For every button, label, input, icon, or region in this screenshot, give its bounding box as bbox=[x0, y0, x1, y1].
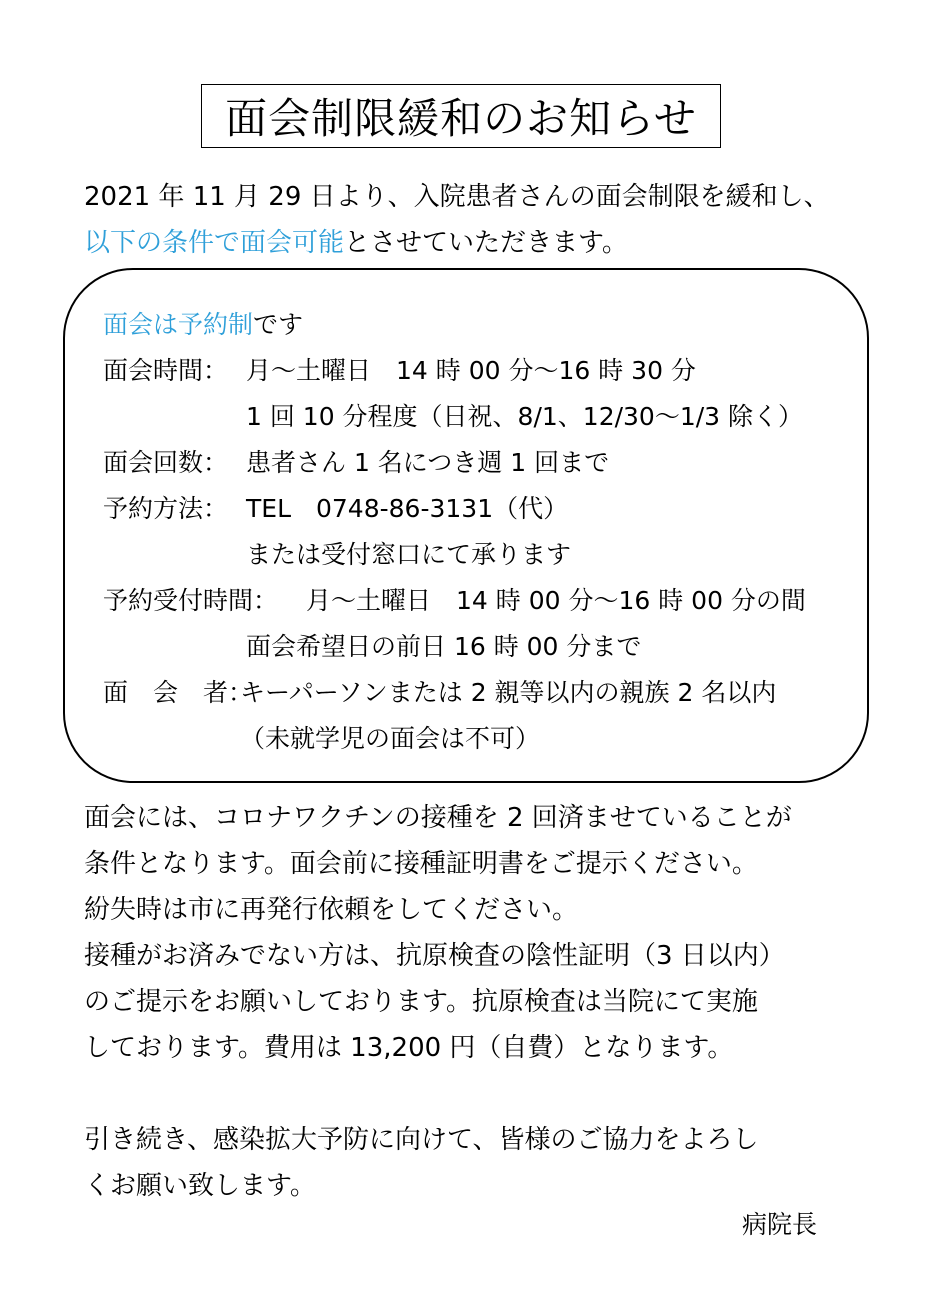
closing-line-2: くお願い致します。 bbox=[84, 1171, 316, 1201]
reception-label: 予約受付時間： bbox=[103, 586, 279, 615]
visitor-note: （未就学児の面会は不可） bbox=[240, 724, 541, 753]
count-label: 面会回数： bbox=[103, 448, 229, 477]
reservation-rest: です bbox=[253, 310, 304, 339]
visitor-value: キーパーソンまたは 2 親等以内の親族 2 名以内 bbox=[240, 678, 777, 707]
intro-line-2 bbox=[84, 226, 628, 260]
intro-highlight: 以下の条件で面会可能 bbox=[84, 228, 345, 258]
hours-label: 面会時間： bbox=[103, 356, 229, 385]
intro-line-1: 2021 年 11 月 29 日より、入院患者さんの面会制限を緩和し、 bbox=[84, 182, 830, 212]
reception-value: 月～土曜日 14 時 00 分～16 時 00 分の間 bbox=[306, 586, 806, 615]
method-note: または受付窓口にて承ります bbox=[246, 540, 572, 569]
page-title: 面会制限緩和のお知らせ bbox=[201, 84, 721, 148]
signature: 病院長 bbox=[742, 1210, 818, 1239]
count-value: 患者さん 1 名につき週 1 回まで bbox=[246, 448, 610, 477]
reservation-line bbox=[103, 308, 303, 342]
body-line-1: 面会には、コロナワクチンの接種を 2 回済ませていることが bbox=[84, 803, 792, 833]
closing-line-1: 引き続き、感染拡大予防に向けて、皆様のご協力をよろし bbox=[84, 1125, 759, 1155]
reception-note: 面会希望日の前日 16 時 00 分まで bbox=[246, 632, 642, 661]
body-line-6: しております。費用は 13,200 円（自費）となります。 bbox=[84, 1033, 734, 1063]
body-line-2: 条件となります。面会前に接種証明書をご提示ください。 bbox=[84, 849, 758, 879]
hours-value: 月～土曜日 14 時 00 分～16 時 30 分 bbox=[246, 356, 696, 385]
body-line-3: 紛失時は市に再発行依頼をしてください。 bbox=[84, 895, 579, 925]
body-line-5: のご提示をお願いしております。抗原検査は当院にて実施 bbox=[84, 987, 758, 1017]
reservation-highlight: 面会は予約制 bbox=[103, 310, 254, 339]
method-value: TEL 0748-86-3131（代） bbox=[246, 494, 569, 523]
body-line-4: 接種がお済みでない方は、抗原検査の陰性証明（3 日以内） bbox=[84, 941, 785, 971]
intro-rest: とさせていただきます。 bbox=[344, 228, 628, 258]
visitor-label: 面 会 者： bbox=[103, 678, 254, 707]
hours-note: 1 回 10 分程度（日祝、8/1、12/30～1/3 除く） bbox=[246, 402, 804, 431]
method-label: 予約方法： bbox=[103, 494, 229, 523]
